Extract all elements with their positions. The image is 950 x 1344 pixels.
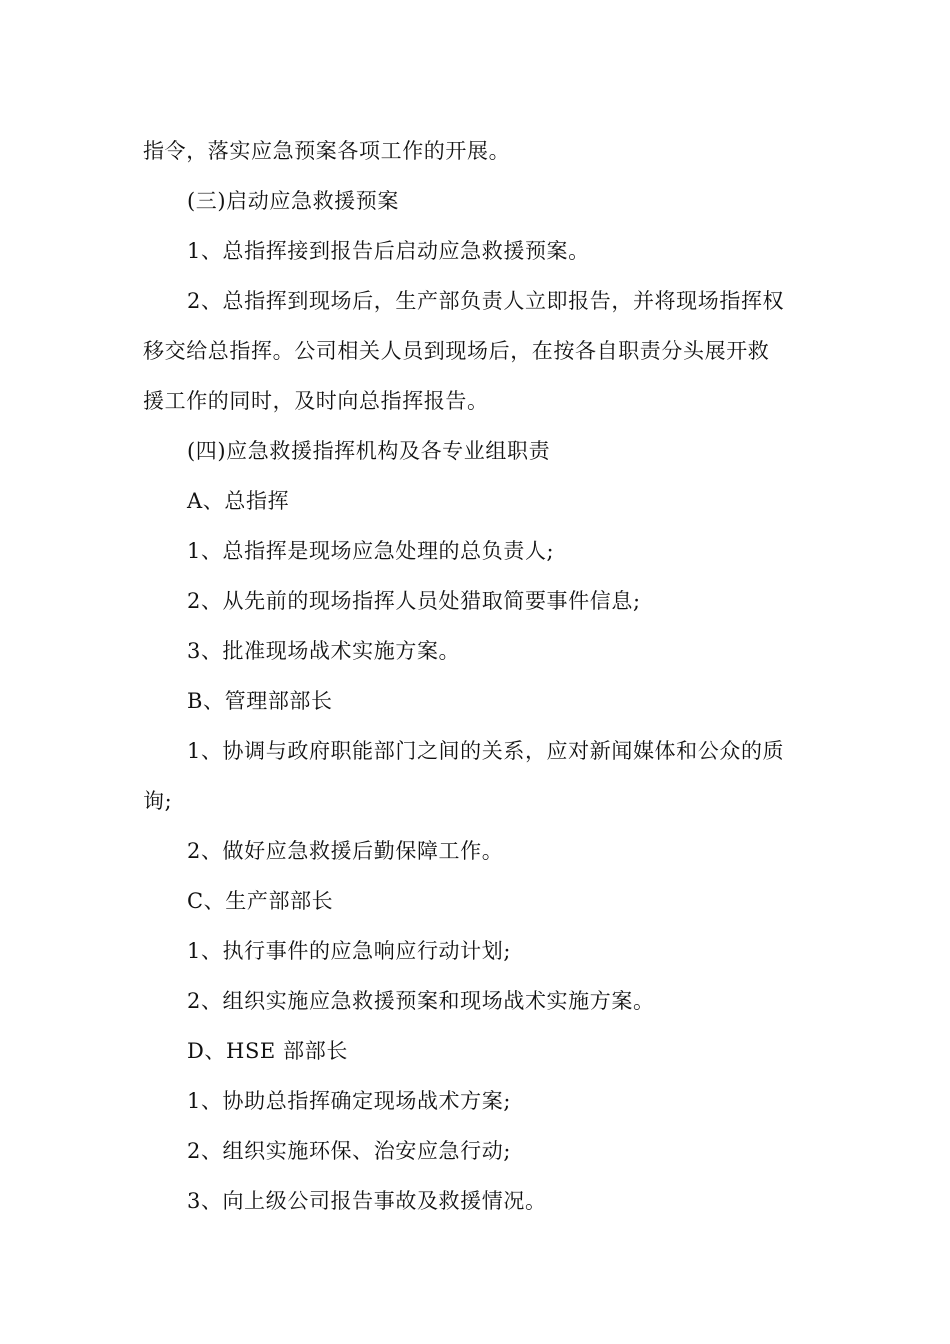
- text-line: 1、总指挥是现场应急处理的总负责人;: [187, 539, 555, 563]
- section-heading: (四)应急救援指挥机构及各专业组职责: [187, 439, 551, 463]
- text-line: 1、执行事件的应急响应行动计划;: [187, 939, 512, 963]
- text-line: 指令，落实应急预案各项工作的开展。: [143, 139, 511, 163]
- text-line: 2、组织实施环保、治安应急行动;: [187, 1139, 512, 1163]
- subsection-heading: D、HSE 部部长: [187, 1039, 348, 1063]
- text-line: 2、组织实施应急救援预案和现场战术实施方案。: [187, 989, 655, 1013]
- text-line: 2、从先前的现场指挥人员处猎取简要事件信息;: [187, 589, 641, 613]
- document-body: [143, 126, 811, 1226]
- text-line: 1、总指挥接到报告后启动应急救援预案。: [187, 239, 590, 263]
- text-line: 1、协调与政府职能部门之间的关系，应对新闻媒体和公众的质: [187, 739, 785, 763]
- text-line: 2、做好应急救援后勤保障工作。: [187, 839, 504, 863]
- text-line: 询;: [143, 789, 173, 813]
- text-line: 移交给总指挥。公司相关人员到现场后，在按各自职责分头展开救: [143, 339, 770, 363]
- subsection-heading: B、管理部部长: [187, 689, 333, 713]
- subsection-heading: C、生产部部长: [187, 889, 334, 913]
- text-line: 3、批准现场战术实施方案。: [187, 639, 461, 663]
- text-line: 援工作的同时，及时向总指挥报告。: [143, 389, 489, 413]
- text-line: 2、总指挥到现场后，生产部负责人立即报告，并将现场指挥权: [187, 289, 785, 313]
- text-line: 1、协助总指挥确定现场战术方案;: [187, 1089, 512, 1113]
- section-heading: (三)启动应急救援预案: [187, 189, 399, 213]
- text-line: 3、向上级公司报告事故及救援情况。: [187, 1189, 547, 1213]
- subsection-heading: A、总指挥: [187, 489, 290, 513]
